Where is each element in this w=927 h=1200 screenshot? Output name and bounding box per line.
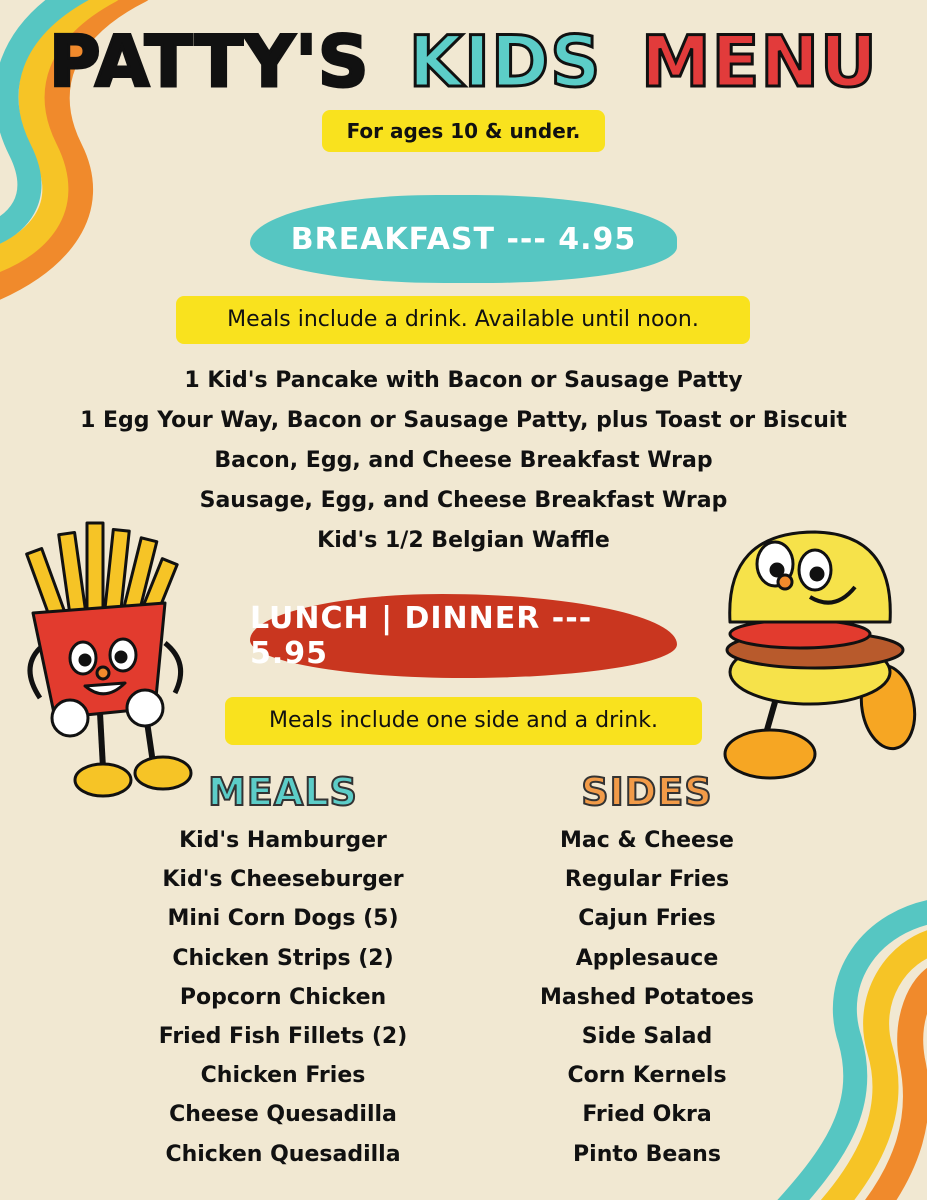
lunch-dinner-heading: LUNCH | DINNER --- 5.95 <box>250 594 677 678</box>
side-item: Regular Fries <box>564 867 730 893</box>
side-item: Pinto Beans <box>573 1141 721 1167</box>
side-item: Fried Okra <box>582 1102 712 1128</box>
lunch-note: Meals include one side and a drink. <box>225 697 702 745</box>
age-note: For ages 10 & under. <box>322 110 605 152</box>
meal-item: Mini Corn Dogs (5) <box>167 906 399 932</box>
sides-heading: SIDES <box>581 770 713 814</box>
meal-item: Kid's Hamburger <box>179 828 387 853</box>
fries-mascot-illustration <box>15 518 195 808</box>
breakfast-heading: BREAKFAST --- 4.95 <box>250 195 677 283</box>
title-word-menu: MENU <box>640 21 878 103</box>
meals-heading: MEALS <box>208 770 358 814</box>
meal-item: Popcorn Chicken <box>179 984 387 1010</box>
menu-title <box>0 22 927 102</box>
sides-list <box>497 821 797 1174</box>
meal-item: Chicken Fries <box>200 1063 366 1089</box>
title-word-kids: KIDS <box>408 21 602 103</box>
title-word-pattys: PATTY'S <box>49 21 370 103</box>
burger-mascot-illustration <box>705 522 920 784</box>
breakfast-item: Sausage, Egg, and Cheese Breakfast Wrap <box>199 488 728 513</box>
breakfast-item: 1 Kid's Pancake with Bacon or Sausage Patty <box>184 368 743 393</box>
side-item: Side Salad <box>581 1023 713 1049</box>
side-item: Cajun Fries <box>578 906 716 932</box>
meal-item: Cheese Quesadilla <box>169 1102 397 1128</box>
breakfast-item: 1 Egg Your Way, Bacon or Sausage Patty, plus Toast or Biscuit <box>80 408 847 433</box>
meal-item: Chicken Strips (2) <box>172 945 394 971</box>
meals-list <box>133 821 433 1174</box>
breakfast-item: Kid's 1/2 Belgian Waffle <box>317 528 610 553</box>
meal-item: Fried Fish Fillets (2) <box>158 1023 408 1049</box>
breakfast-note: Meals include a drink. Available until noon. <box>176 296 750 344</box>
side-item: Applesauce <box>575 945 719 971</box>
meal-item: Kid's Cheeseburger <box>162 867 404 893</box>
meal-item: Chicken Quesadilla <box>165 1141 401 1167</box>
side-item: Mashed Potatoes <box>539 984 755 1010</box>
side-item: Mac & Cheese <box>560 828 734 853</box>
breakfast-item: Bacon, Egg, and Cheese Breakfast Wrap <box>214 448 713 473</box>
side-item: Corn Kernels <box>567 1063 727 1089</box>
